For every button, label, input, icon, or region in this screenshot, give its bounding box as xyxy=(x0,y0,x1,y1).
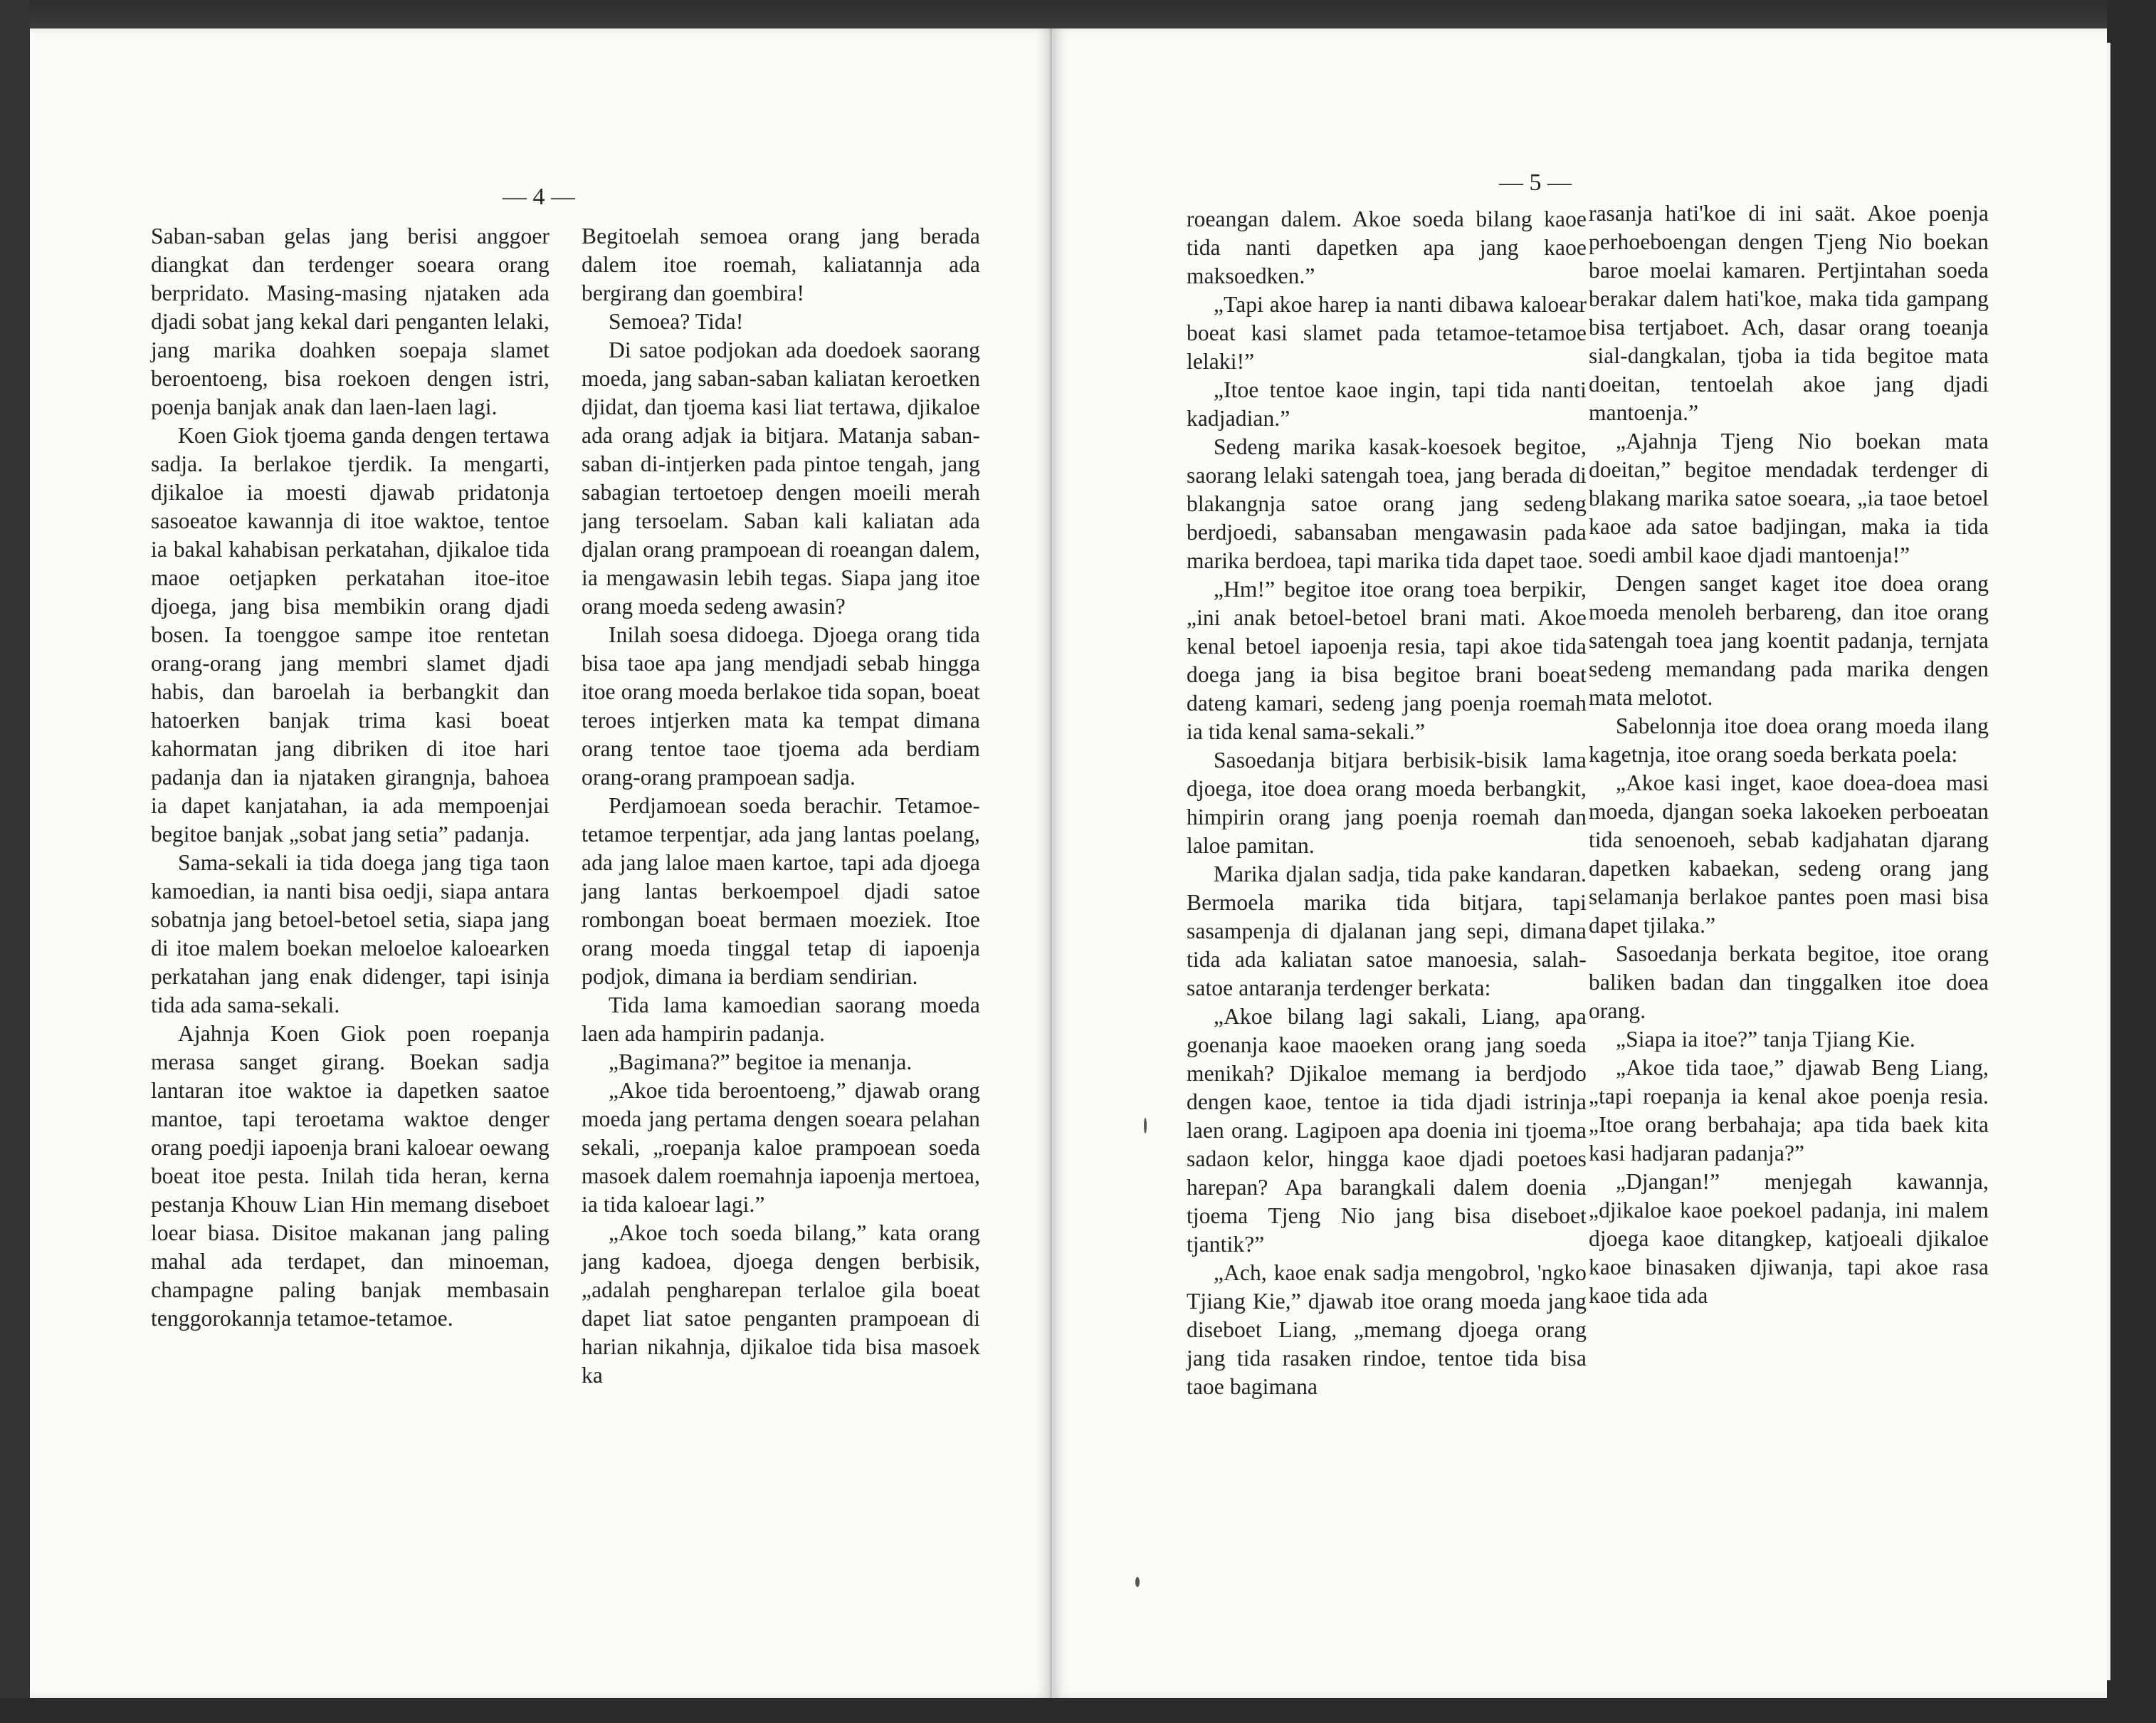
scanner-frame-top xyxy=(0,0,2156,28)
paragraph: Sabelonnja itoe doea orang moeda ilang kagetnja, itoe orang soeda berkata poela: xyxy=(1589,713,1989,767)
scanner-frame-right xyxy=(2107,0,2156,1723)
paragraph: rasanja hati'koe di ini saät. Akoe poenja perhoeboengan dengen Tjeng Nio boekan baroe moelai kamaren. Pertjintahan soeda berakar dalem hati'koe, maka tida gampang bisa tertjaboet. Ach, dasar orang toeanja sial-dangkalan, tjoba ia tida begitoe mata doeitan, tentoelah akoe jang djadi mantoenja.” xyxy=(1589,201,1989,425)
page-4-column-2 xyxy=(582,222,980,1390)
paragraph: Dengen sanget kaget itoe doea orang moeda menoleh berbareng, dan itoe orang satengah toea jang koentit padanja, ternjata sedeng memandang pada marika dengen mata melotot. xyxy=(1589,571,1989,710)
paragraph: „Ach, kaoe enak sadja mengobrol, 'ngko Tjiang Kie,” djawab itoe orang moeda jang diseboet Liang, „memang djoega orang jang tida rasaken rindoe, tentoe tida bisa taoe bagimana xyxy=(1187,1260,1587,1399)
paragraph: Tida lama kamoedian saorang moeda laen ada hampirin padanja. xyxy=(582,993,980,1046)
ink-speck xyxy=(1135,1577,1140,1587)
paragraph: Di satoe podjokan ada doedoek saorang moeda, jang saban-saban kaliatan keroetken djidat, dan tjoema kasi liat tertawa, djikaloe ada orang adjak ia bitjara. Matanja saban-saban di-intjerken pada pintoe tengah, jang sabagian tertoetoep dengen moeili merah jang tersoelam. Saban kali kaliatan ada djalan orang prampoean di roeangan dalem, ia mengawasin lebih tegas. Siapa jang itoe orang moeda sedeng awasin? xyxy=(582,337,980,619)
page-number-5: — 5 — xyxy=(1499,169,1572,196)
paragraph: Koen Giok tjoema ganda dengen tertawa sadja. Ia berlakoe tjerdik. Ia mengarti, djikaloe ia moesti djawab pridatonja sasoeatoe kawannja di itoe waktoe, tentoe ia bakal kahabisan perkatahan, djikaloe tida maoe oetjapken perkatahan itoe-itoe djoega, jang bisa membikin orang djadi bosen. Ia toenggoe sampe itoe rentetan orang-orang jang membri slamet djadi habis, dan baroelah ia berbangkit dan hatoerken banjak trima kasi boeat kahormatan jang dibriken di itoe hari padanja dan ia njataken girangnja, bahoea ia dapet kanjatahan, ia ada mempoenjai begitoe banjak „sobat jang setia” padanja. xyxy=(151,423,549,847)
paragraph: Sama-sekali ia tida doega jang tiga taon kamoedian, ia nanti bisa oedji, siapa antara sobatnja jang betoel-betoel setia, siapa jang di itoe malem boekan meloeloe kaloearken perkatahan jang enak didenger, tapi isinja tida ada sama-sekali. xyxy=(151,850,549,1017)
page-5-column-1 xyxy=(1187,205,1587,1401)
paragraph: „Tapi akoe harep ia nanti dibawa kaloear boeat kasi slamet pada tetamoe-tetamoe lelaki!” xyxy=(1187,292,1587,374)
ink-speck xyxy=(1144,1118,1147,1133)
page-number-4: — 4 — xyxy=(503,184,575,210)
scanner-frame-left xyxy=(0,0,30,1723)
paragraph: Inilah soesa didoega. Djoega orang tida bisa taoe apa jang mendjadi sebab hingga itoe orang moeda berlakoe tida sopan, boeat teroes intjerken mata ka tempat dimana orang tentoe taoe tjoema ada berdiam orang-orang prampoean sadja. xyxy=(582,622,980,790)
paragraph: Sedeng marika kasak-koesoek begitoe, saorang lelaki satengah toea, jang berada di blakangnja satoe orang jang sedeng berdjoedi, sabansaban mengawasin pada marika berdoea, tapi marika tida dapet taoe. xyxy=(1187,434,1587,573)
paragraph: „Akoe bilang lagi sakali, Liang, apa goenanja kaoe maoeken orang jang soeda menikah? Djikaloe memang ia berdjodo dengen kaoe, tentoe ia tida djadi istrinja laen orang. Lagipoen apa doenia ini tjoema sadaon kelor, hingga kaoe djadi poetoes harepan? Apa barangkali dalem doenia tjoema Tjeng Nio jang bisa diseboet tjantik?” xyxy=(1187,1004,1587,1257)
page-5 xyxy=(1051,28,2107,1698)
paragraph: „Siapa ia itoe?” tanja Tjiang Kie. xyxy=(1616,1027,1915,1052)
paragraph: „Bagimana?” begitoe ia menanja. xyxy=(609,1049,913,1074)
paragraph: Semoea? Tida! xyxy=(609,309,744,334)
paragraph: Saban-saban gelas jang berisi anggoer diangkat dan terdenger soeara orang berpridato. Masing-masing njataken ada djadi sobat jang kekal dari penganten lelaki, jang marika doahken soepaja slamet beroentoeng, bisa roekoen dengen istri, poenja banjak anak dan laen-laen lagi. xyxy=(151,224,549,419)
paragraph: „Akoe toch soeda bilang,” kata orang jang kadoea, djoega dengen berbisik, „adalah pengharepan terlaloe gila boeat dapet liat satoe penganten prampoean di harian nikahnja, djikaloe tida bisa masoek ka xyxy=(582,1220,980,1388)
paragraph: Sasoedanja berkata begitoe, itoe orang baliken badan dan tinggalken itoe doea orang. xyxy=(1589,941,1989,1023)
paragraph: „Ajahnja Tjeng Nio boekan mata doeitan,” begitoe mendadak terdenger di blakang marika satoe soeara, „ia taoe betoel kaoe ada satoe badjingan, maka ia tida soedi ambil kaoe djadi mantoenja!” xyxy=(1589,429,1989,567)
paragraph: „Djangan!” menjegah kawannja, „djikaloe kaoe poekoel padanja, ini malem djoega kaoe ditangkep, katjoeali djikaloe kaoe binasaken djiwanja, tapi akoe rasa kaoe tida ada xyxy=(1589,1169,1989,1308)
paragraph: „Hm!” begitoe itoe orang toea berpikir, „ini anak betoel-betoel brani mati. Akoe kenal betoel iapoenja resia, tapi akoe tida doega jang ia bisa begitoe brani boeat dateng kamari, sedeng jang poenja roemah ia tida kenal sama-sekali.” xyxy=(1187,577,1587,744)
paragraph: „Akoe tida taoe,” djawab Beng Liang, „tapi roepanja ia kenal akoe poenja resia. „Itoe orang berbahaja; apa tida baek kita kasi hadjaran padanja?” xyxy=(1589,1055,1989,1166)
paragraph: Sasoedanja bitjara berbisik-bisik lama djoega, itoe doea orang moeda berbangkit, himpirin orang jang poenja roemah dan laloe pamitan. xyxy=(1187,748,1587,858)
page-4-column-1 xyxy=(151,222,549,1333)
paragraph: Marika djalan sadja, tida pake kandaran. Bermoela marika tida bitjara, tapi sasampenja di djalanan jang sepi, dimana tida ada kaliatan satoe manoesia, salah-satoe antaranja terdenger berkata: xyxy=(1187,862,1587,1000)
paragraph: Begitoelah semoea orang jang berada dalem itoe roemah, kaliatannja ada bergirang dan goembira! xyxy=(582,224,980,305)
scanner-frame-bottom xyxy=(0,1698,2156,1723)
paragraph: Perdjamoean soeda berachir. Tetamoe-tetamoe terpentjar, ada jang lantas poelang, ada jang laloe maen kartoe, tapi ada djoega jang lantas berkoempoel djadi satoe rombongan boeat bermaen moeziek. Itoe orang moeda tinggal tetap di iapoenja podjok, dimana ia berdiam sendirian. xyxy=(582,793,980,989)
paragraph: „Akoe tida beroentoeng,” djawab orang moeda jang pertama dengen soeara pelahan sekali, „roepanja kaloe prampoean soeda masoek dalem roemahnja iapoenja mertoea, ia tida kaloear lagi.” xyxy=(582,1078,980,1217)
paragraph: Ajahnja Koen Giok poen roepanja merasa sanget girang. Boekan sadja lantaran itoe waktoe ia dapetken saatoe mantoe, tapi teroetama waktoe denger orang poedji iapoenja brani kaloear oewang boeat itoe pesta. Inilah tida heran, kerna pestanja Khouw Lian Hin memang diseboet loear biasa. Disitoe makanan jang paling mahal ada terdapet, dan minoeman, champagne paling banjak membasain tenggorokannja tetamoe-tetamoe. xyxy=(151,1021,549,1331)
paragraph: roeangan dalem. Akoe soeda bilang kaoe tida nanti dapetken apa jang kaoe maksoedken.” xyxy=(1187,206,1587,288)
page-4 xyxy=(30,28,1051,1698)
paragraph: „Itoe tentoe kaoe ingin, tapi tida nanti kadjadian.” xyxy=(1187,377,1587,431)
page-5-column-2 xyxy=(1589,199,1989,1310)
paragraph: „Akoe kasi inget, kaoe doea-doea masi moeda, djangan soeka lakoeken perboeatan tida senoenoeh, sebab kadjahatan djarang dapetken kabaekan, sedeng orang jang selamanja berlakoe pantes poen masi bisa dapet tjilaka.” xyxy=(1589,770,1989,938)
